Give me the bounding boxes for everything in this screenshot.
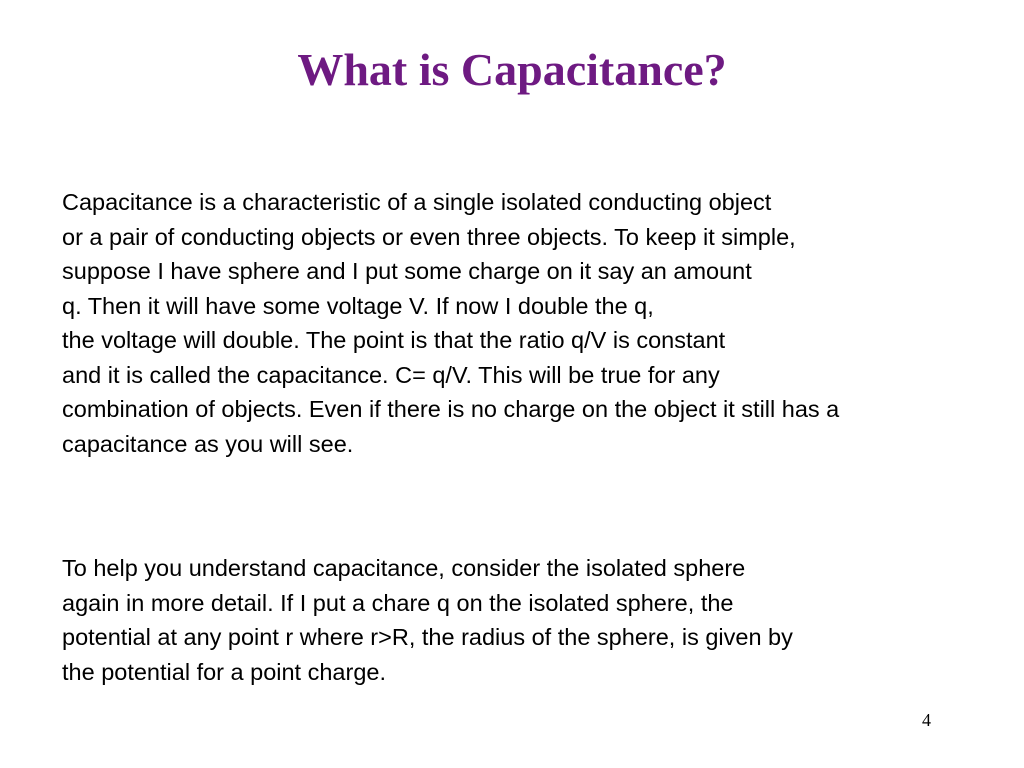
paragraph-line: suppose I have sphere and I put some charge on it say an amount (62, 258, 752, 284)
paragraph-line: Capacitance is a characteristic of a single isolated conducting object (62, 189, 772, 215)
paragraph-line: combination of objects. Even if there is no charge on the object it still has a (62, 396, 840, 422)
paragraph-line: the voltage will double. The point is that the ratio q/V is constant (62, 327, 726, 353)
paragraph-line: To help you understand capacitance, consider the isolated sphere (62, 555, 746, 581)
paragraph-line: again in more detail. If I put a chare q on the isolated sphere, the (62, 589, 734, 616)
paragraph-line: capacitance as you will see. (62, 430, 354, 457)
paragraph-line: the potential for a point charge. (62, 658, 386, 685)
page-number: 4 (922, 710, 931, 730)
paragraph-line: or a pair of conducting objects or even three objects. To keep it simple, (62, 223, 796, 250)
paragraph-line: potential at any point r where r>R, the radius of the sphere, is given by (62, 624, 793, 650)
slide-title: What is Capacitance? (297, 44, 727, 95)
paragraph-line: q. Then it will have some voltage V. If now I double the q, (62, 292, 654, 319)
paragraph-line: and it is called the capacitance. C= q/V. This will be true for any (62, 361, 720, 388)
body-paragraph-2 (62, 551, 793, 689)
body-paragraph-1 (62, 185, 839, 461)
